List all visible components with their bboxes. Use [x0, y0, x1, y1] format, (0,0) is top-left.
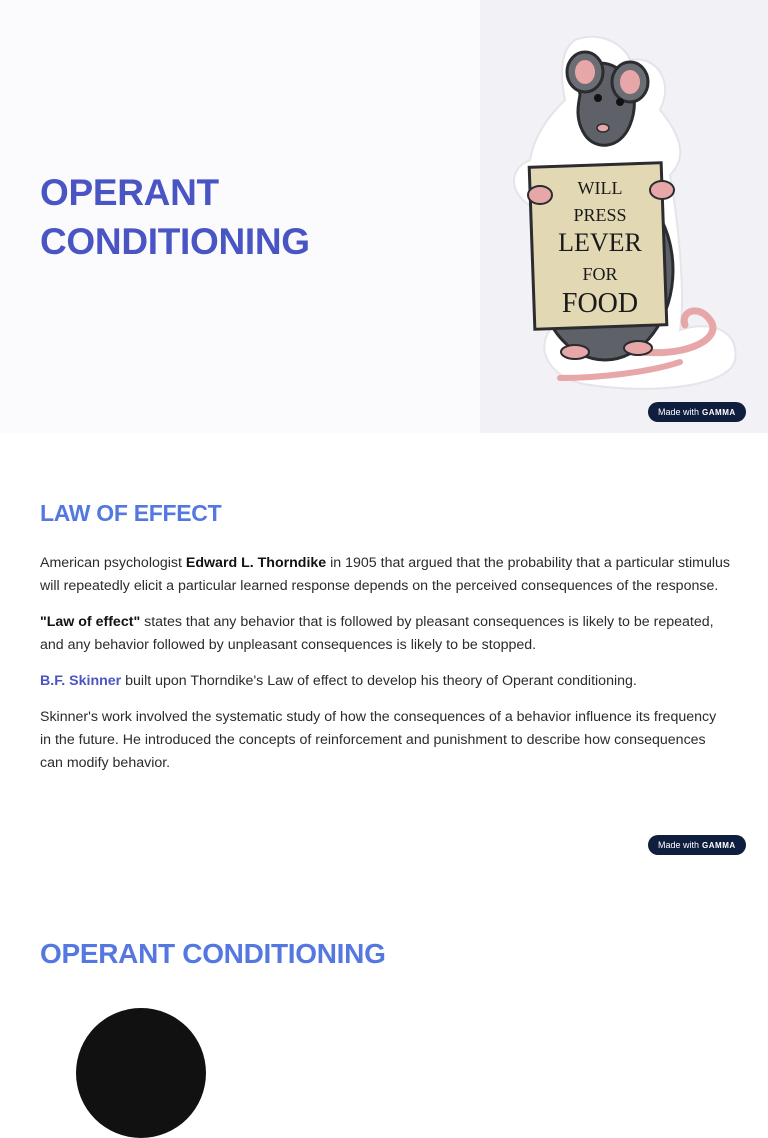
sign-line-2: PRESS: [573, 205, 627, 225]
paragraph-skinner-work: Skinner's work involved the systematic study of how the consequences of a behavior influence its frequency in the future. He introduced the concepts of reinforcement and punishment to describe how consequences can modify behavior.: [40, 709, 717, 771]
sign-line-5: FOOD: [561, 288, 639, 319]
partial-image-circle: [76, 1008, 206, 1138]
law-of-effect-heading: LAW OF EFFECT: [40, 500, 222, 526]
paragraph-thorndike: American psychologist Edward L. Thorndike in 1905 that argued that the probability that a particular stimulus will repeatedly elicit a particular learned response depends on the perceived consequences of the response.: [40, 555, 730, 594]
skinner-link[interactable]: B.F. Skinner: [40, 673, 122, 689]
slide-title: [0, 0, 768, 433]
page-title: OPERANT CONDITIONING: [40, 172, 310, 262]
law-of-effect-body: [40, 552, 730, 788]
sign-line-4: FOR: [582, 264, 618, 284]
rat-with-sign-illustration: [480, 0, 768, 433]
paragraph-skinner: B.F. Skinner built upon Thorndike's Law of effect to develop his theory of Operant conditioning.: [40, 673, 637, 689]
operant-conditioning-heading: OPERANT CONDITIONING: [40, 938, 386, 969]
rat-image-panel: [480, 0, 768, 433]
sign-line-1: WILL: [577, 178, 623, 198]
made-with-gamma-badge[interactable]: Made with GAMMA: [648, 402, 746, 422]
made-with-gamma-badge[interactable]: Made with GAMMA: [648, 835, 746, 855]
paragraph-law-of-effect: "Law of effect" states that any behavior that is followed by pleasant consequences is likely to be repeated, and any behavior followed by unpleasant consequences is likely to be stopped.: [40, 614, 714, 653]
sign-line-3: LEVER: [558, 228, 642, 257]
